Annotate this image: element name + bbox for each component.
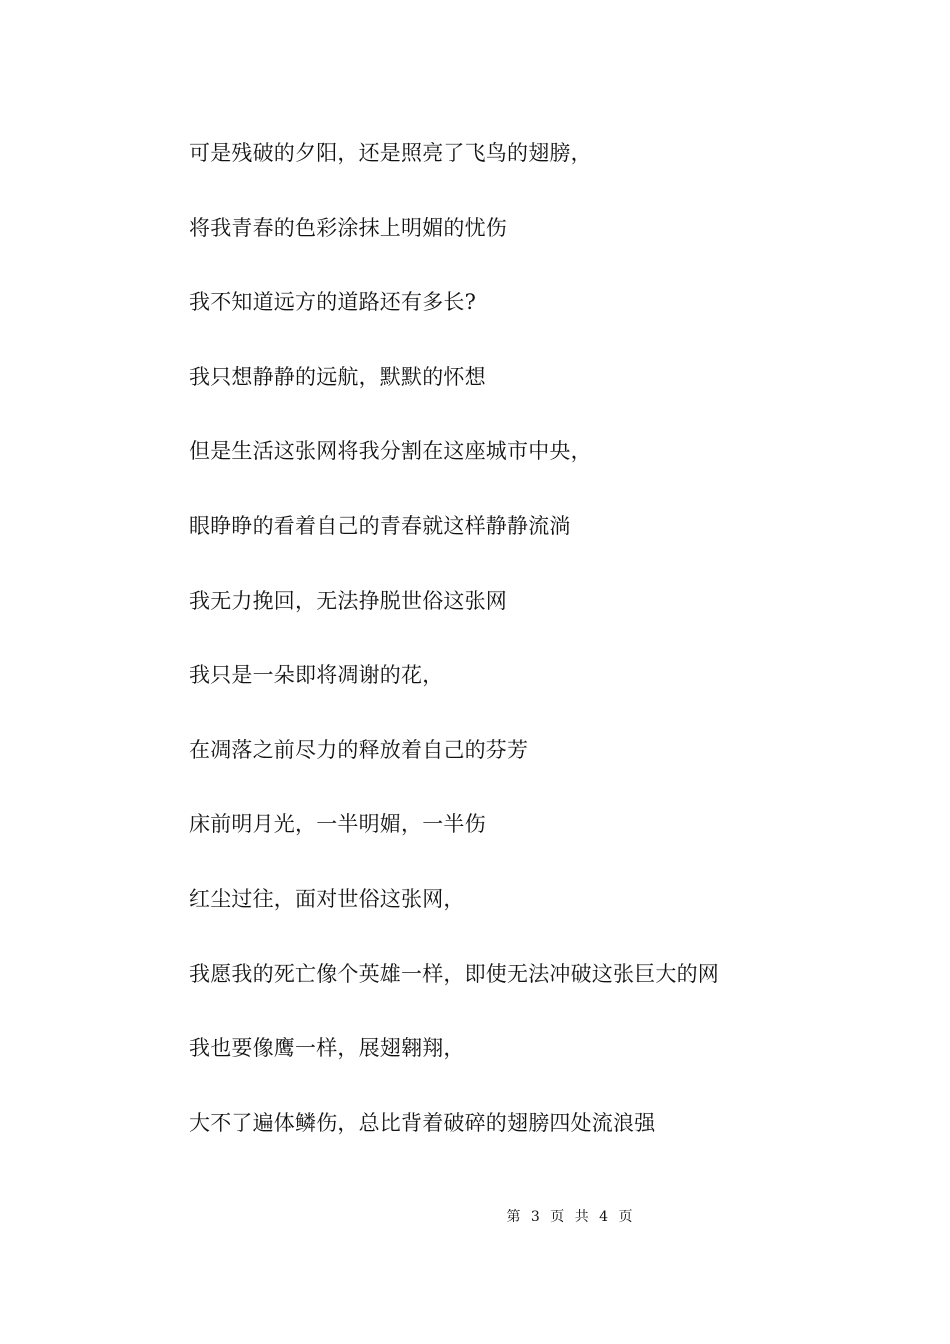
poem-body bbox=[189, 137, 889, 1181]
poem-line: 可是残破的夕阳，还是照亮了飞鸟的翅膀， bbox=[189, 141, 592, 165]
poem-line: 我只想静静的远航，默默的怀想 bbox=[189, 364, 486, 389]
poem-line: 我也要像鹰一样，展翅翱翔， bbox=[189, 1036, 465, 1061]
poem-line: 我不知道远方的道路还有多长? bbox=[189, 290, 477, 315]
poem-line: 将我青春的色彩涂抹上明媚的忧伤 bbox=[189, 215, 507, 240]
poem-line: 但是生活这张网将我分割在这座城市中央， bbox=[189, 439, 592, 464]
poem-line: 红尘过往，面对世俗这张网， bbox=[189, 886, 465, 911]
poem-line: 在凋落之前尽力的释放着自己的芬芳 bbox=[189, 737, 529, 762]
poem-line: 我愿我的死亡像个英雄一样，即使无法冲破这张巨大的网 bbox=[189, 961, 719, 986]
page-number-footer: 第 3 页 共 4 页 bbox=[506, 1209, 636, 1225]
poem-line: 床前明月光，一半明媚，一半伤 bbox=[189, 812, 486, 837]
poem-line: 我无力挽回，无法挣脱世俗这张网 bbox=[189, 588, 507, 613]
poem-line: 我只是一朵即将凋谢的花， bbox=[189, 663, 444, 688]
poem-line: 眼睁睁的看着自己的青春就这样静静流淌 bbox=[189, 513, 571, 538]
poem-line: 大不了遍体鳞伤，总比背着破碎的翅膀四处流浪强 bbox=[189, 1110, 656, 1135]
